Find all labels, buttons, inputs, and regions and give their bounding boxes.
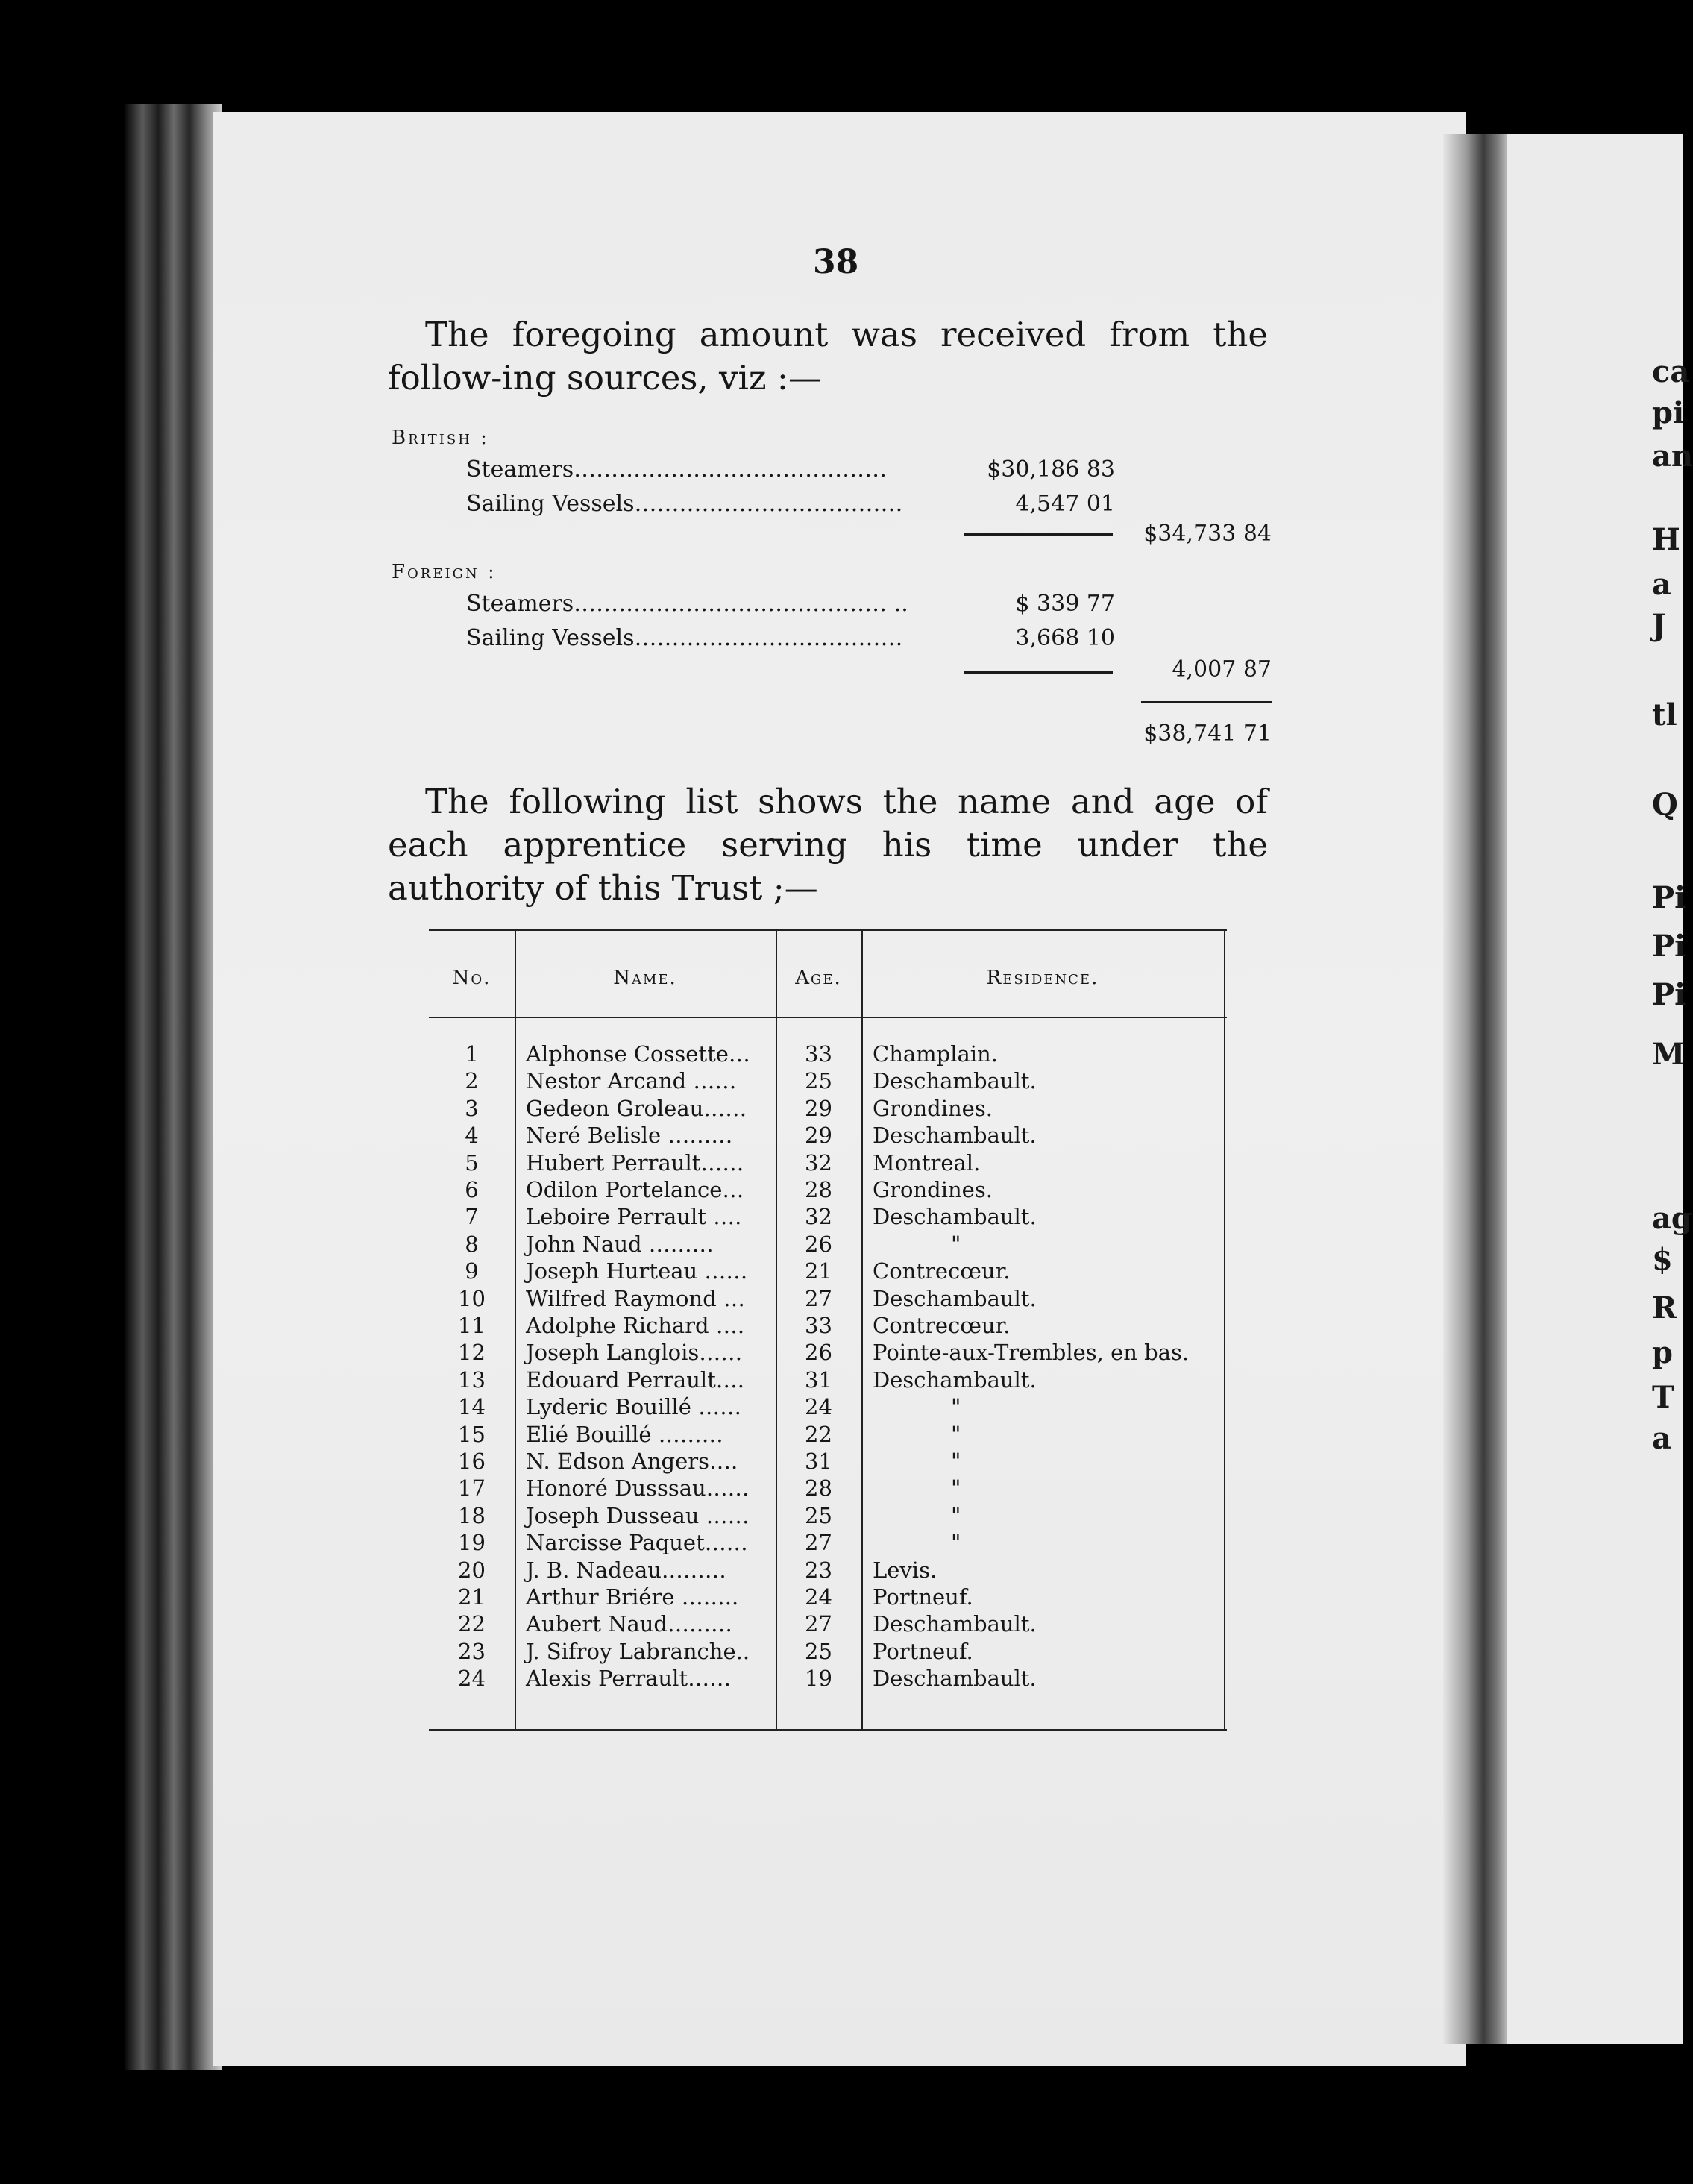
cell-residence: Montreal. <box>873 1149 981 1176</box>
table-row <box>429 1041 1227 1068</box>
cell-no: 20 <box>458 1557 486 1583</box>
book-binding-edge <box>125 104 222 2070</box>
header-no: No. <box>452 967 491 989</box>
source-label: Sailing Vessels……………………………… <box>466 491 903 517</box>
cell-age: 32 <box>805 1149 832 1176</box>
table-row <box>429 1639 1227 1666</box>
cell-name: Joseph Hurteau …… <box>526 1258 748 1284</box>
cell-no: 15 <box>458 1421 486 1447</box>
facing-page-fragment: tl <box>1652 697 1677 732</box>
cell-no: 21 <box>458 1584 486 1610</box>
header-residence: Residence. <box>986 967 1099 989</box>
cell-name: Narcisse Paquet…… <box>526 1530 748 1556</box>
facing-page-fragment: ca <box>1652 354 1690 389</box>
table-row <box>429 1286 1227 1313</box>
cell-name: Elié Bouillé ……… <box>526 1421 723 1447</box>
cell-age: 28 <box>805 1177 832 1202</box>
table-row <box>429 1231 1227 1258</box>
cell-no: 13 <box>458 1366 486 1393</box>
cell-age: 25 <box>805 1638 832 1664</box>
cell-age: 27 <box>805 1611 832 1637</box>
cell-age: 24 <box>805 1584 832 1610</box>
cell-residence: " <box>951 1530 961 1556</box>
cell-no: 12 <box>458 1340 486 1366</box>
cell-name: Hubert Perrault…… <box>526 1149 744 1176</box>
table-row <box>429 1068 1227 1095</box>
cell-name: J. B. Nadeau……… <box>526 1557 726 1583</box>
cell-name: Lyderic Bouillé …… <box>526 1394 742 1420</box>
list-intro-text: The following list shows the name and age of each apprentice serving his time under the authority of this Trust ;— <box>388 782 1268 908</box>
cell-residence: Deschambault. <box>873 1666 1037 1692</box>
cell-name: N. Edson Angers…. <box>526 1449 738 1474</box>
cell-no: 2 <box>465 1068 479 1094</box>
cell-no: 1 <box>465 1041 479 1067</box>
british-subtotal: $34,733 84 <box>1143 521 1272 547</box>
intro-text: The foregoing amount was received from the follow-ing sources, viz :— <box>388 315 1268 398</box>
cell-name: Leboire Perrault …. <box>526 1204 742 1230</box>
facing-page-fragment: Pi <box>1652 977 1686 1012</box>
table-row <box>429 1096 1227 1123</box>
table-row <box>429 1584 1227 1611</box>
cell-residence: Deschambault. <box>873 1204 1037 1230</box>
table-row <box>429 1611 1227 1638</box>
source-amount: $30,186 83 <box>987 456 1115 483</box>
cell-age: 25 <box>805 1068 832 1094</box>
cell-name: Joseph Dusseau …… <box>526 1502 750 1528</box>
cell-residence: " <box>951 1502 961 1528</box>
table-row <box>429 1177 1227 1204</box>
intro-paragraph <box>388 313 1268 400</box>
cell-name: Aubert Naud……… <box>526 1611 732 1637</box>
cell-name: Edouard Perrault…. <box>526 1366 745 1393</box>
cell-residence: Champlain. <box>873 1041 998 1067</box>
cell-name: Arthur Briére …….. <box>526 1584 739 1610</box>
cell-age: 28 <box>805 1475 832 1502</box>
cell-residence: Portneuf. <box>873 1638 973 1664</box>
cell-residence: " <box>951 1394 961 1420</box>
cell-residence: Contrecœur. <box>873 1313 1011 1338</box>
table-row <box>429 1204 1227 1231</box>
facing-page-fragment: p <box>1652 1335 1673 1370</box>
cell-residence: Deschambault. <box>873 1285 1037 1311</box>
facing-page-fragment: M <box>1652 1037 1686 1072</box>
cell-name: Wilfred Raymond … <box>526 1285 745 1311</box>
table-row <box>429 1557 1227 1584</box>
page-number: 38 <box>813 243 859 281</box>
table-row <box>429 1123 1227 1149</box>
cell-age: 33 <box>805 1313 832 1338</box>
facing-page-fragment: ag <box>1652 1201 1692 1236</box>
cell-age: 27 <box>805 1285 832 1311</box>
table-row <box>429 1475 1227 1502</box>
cell-no: 19 <box>458 1530 486 1556</box>
table-row <box>429 1666 1227 1692</box>
cell-no: 7 <box>465 1204 479 1230</box>
facing-page-fragment: pi <box>1652 395 1685 430</box>
cell-name: Nestor Arcand …… <box>526 1068 737 1094</box>
table-row <box>429 1313 1227 1340</box>
facing-page-fragment: a <box>1652 1421 1671 1456</box>
cell-residence: Deschambault. <box>873 1123 1037 1149</box>
cell-no: 11 <box>458 1313 486 1338</box>
cell-residence: Portneuf. <box>873 1584 973 1610</box>
cell-name: Neré Belisle ……… <box>526 1123 733 1149</box>
table-row <box>429 1258 1227 1285</box>
cell-residence: Pointe-aux-Trembles, en bas. <box>873 1340 1190 1366</box>
source-amount: 3,668 10 <box>1015 625 1115 651</box>
cell-no: 22 <box>458 1611 486 1637</box>
cell-age: 27 <box>805 1530 832 1556</box>
british-sum-rule <box>964 533 1113 536</box>
cell-no: 3 <box>465 1095 479 1121</box>
cell-age: 32 <box>805 1204 832 1230</box>
cell-age: 26 <box>805 1340 832 1366</box>
cell-no: 8 <box>465 1231 479 1257</box>
cell-no: 23 <box>458 1638 486 1664</box>
facing-page-fragment: an <box>1652 439 1693 474</box>
cell-name: Alexis Perrault…… <box>526 1666 732 1692</box>
table-row <box>429 1340 1227 1366</box>
cell-residence: " <box>951 1449 961 1474</box>
cell-age: 21 <box>805 1258 832 1284</box>
source-label: Steamers…………………………………… .. <box>466 591 908 617</box>
cell-name: Joseph Langlois…… <box>526 1340 743 1366</box>
facing-page-fragment: J <box>1652 608 1666 643</box>
cell-no: 24 <box>458 1666 486 1692</box>
grand-total-rule <box>1141 701 1272 703</box>
cell-age: 31 <box>805 1449 832 1474</box>
british-heading: British : <box>392 427 489 449</box>
cell-age: 22 <box>805 1421 832 1447</box>
facing-page-fragment: $ <box>1652 1242 1673 1277</box>
book-gutter <box>1443 134 1510 2044</box>
table-row <box>429 1394 1227 1421</box>
cell-name: Honoré Dusssau…… <box>526 1475 750 1502</box>
cell-age: 24 <box>805 1394 832 1420</box>
cell-name: Odilon Portelance… <box>526 1177 744 1202</box>
table-row <box>429 1449 1227 1475</box>
source-amount: 4,547 01 <box>1015 491 1115 517</box>
cell-residence: Grondines. <box>873 1095 993 1121</box>
foreign-heading: Foreign : <box>392 561 497 583</box>
apprentice-table <box>429 929 1227 1731</box>
cell-age: 25 <box>805 1502 832 1528</box>
facing-page-fragment: Pi <box>1652 880 1686 915</box>
cell-residence: Contrecœur. <box>873 1258 1011 1284</box>
facing-page-fragment: T <box>1652 1380 1674 1415</box>
source-label: Steamers…………………………………… <box>466 456 888 483</box>
header-age: Age. <box>795 967 842 989</box>
table-row <box>429 1530 1227 1557</box>
cell-name: Alphonse Cossette… <box>526 1041 750 1067</box>
cell-age: 23 <box>805 1557 832 1583</box>
cell-name: John Naud ……… <box>526 1231 714 1257</box>
cell-no: 9 <box>465 1258 479 1284</box>
cell-no: 5 <box>465 1149 479 1176</box>
cell-no: 14 <box>458 1394 486 1420</box>
cell-residence: Deschambault. <box>873 1611 1037 1637</box>
header-rule <box>429 1017 1227 1018</box>
cell-no: 17 <box>458 1475 486 1502</box>
cell-residence: " <box>951 1231 961 1257</box>
cell-age: 29 <box>805 1123 832 1149</box>
foreign-sum-rule <box>964 671 1113 674</box>
cell-age: 19 <box>805 1666 832 1692</box>
cell-no: 4 <box>465 1123 479 1149</box>
cell-no: 6 <box>465 1177 479 1202</box>
grand-total: $38,741 71 <box>1143 721 1272 747</box>
cell-residence: Grondines. <box>873 1177 993 1202</box>
cell-residence: Levis. <box>873 1557 937 1583</box>
source-amount: $ 339 77 <box>1015 591 1115 617</box>
cell-residence: Deschambault. <box>873 1366 1037 1393</box>
cell-residence: " <box>951 1421 961 1447</box>
list-intro-paragraph <box>388 780 1268 910</box>
facing-page-fragment: H <box>1652 522 1680 557</box>
cell-no: 10 <box>458 1285 486 1311</box>
cell-age: 29 <box>805 1095 832 1121</box>
table-row <box>429 1150 1227 1177</box>
source-label: Sailing Vessels……………………………… <box>466 625 903 651</box>
cell-no: 18 <box>458 1502 486 1528</box>
facing-page-fragment: Q <box>1652 787 1678 822</box>
facing-page-fragment: a <box>1652 567 1671 602</box>
cell-age: 31 <box>805 1366 832 1393</box>
facing-page-fragment: Pi <box>1652 929 1686 964</box>
cell-name: Gedeon Groleau…… <box>526 1095 747 1121</box>
cell-name: J. Sifroy Labranche.. <box>526 1638 750 1664</box>
cell-age: 26 <box>805 1231 832 1257</box>
cell-residence: " <box>951 1475 961 1502</box>
foreign-subtotal: 4,007 87 <box>1172 656 1272 682</box>
table-row <box>429 1422 1227 1449</box>
facing-page-fragment: R <box>1652 1290 1677 1325</box>
cell-residence: Deschambault. <box>873 1068 1037 1094</box>
table-row <box>429 1367 1227 1394</box>
cell-age: 33 <box>805 1041 832 1067</box>
cell-no: 16 <box>458 1449 486 1474</box>
cell-name: Adolphe Richard …. <box>526 1313 745 1338</box>
table-row <box>429 1503 1227 1530</box>
header-name: Name. <box>613 967 677 989</box>
